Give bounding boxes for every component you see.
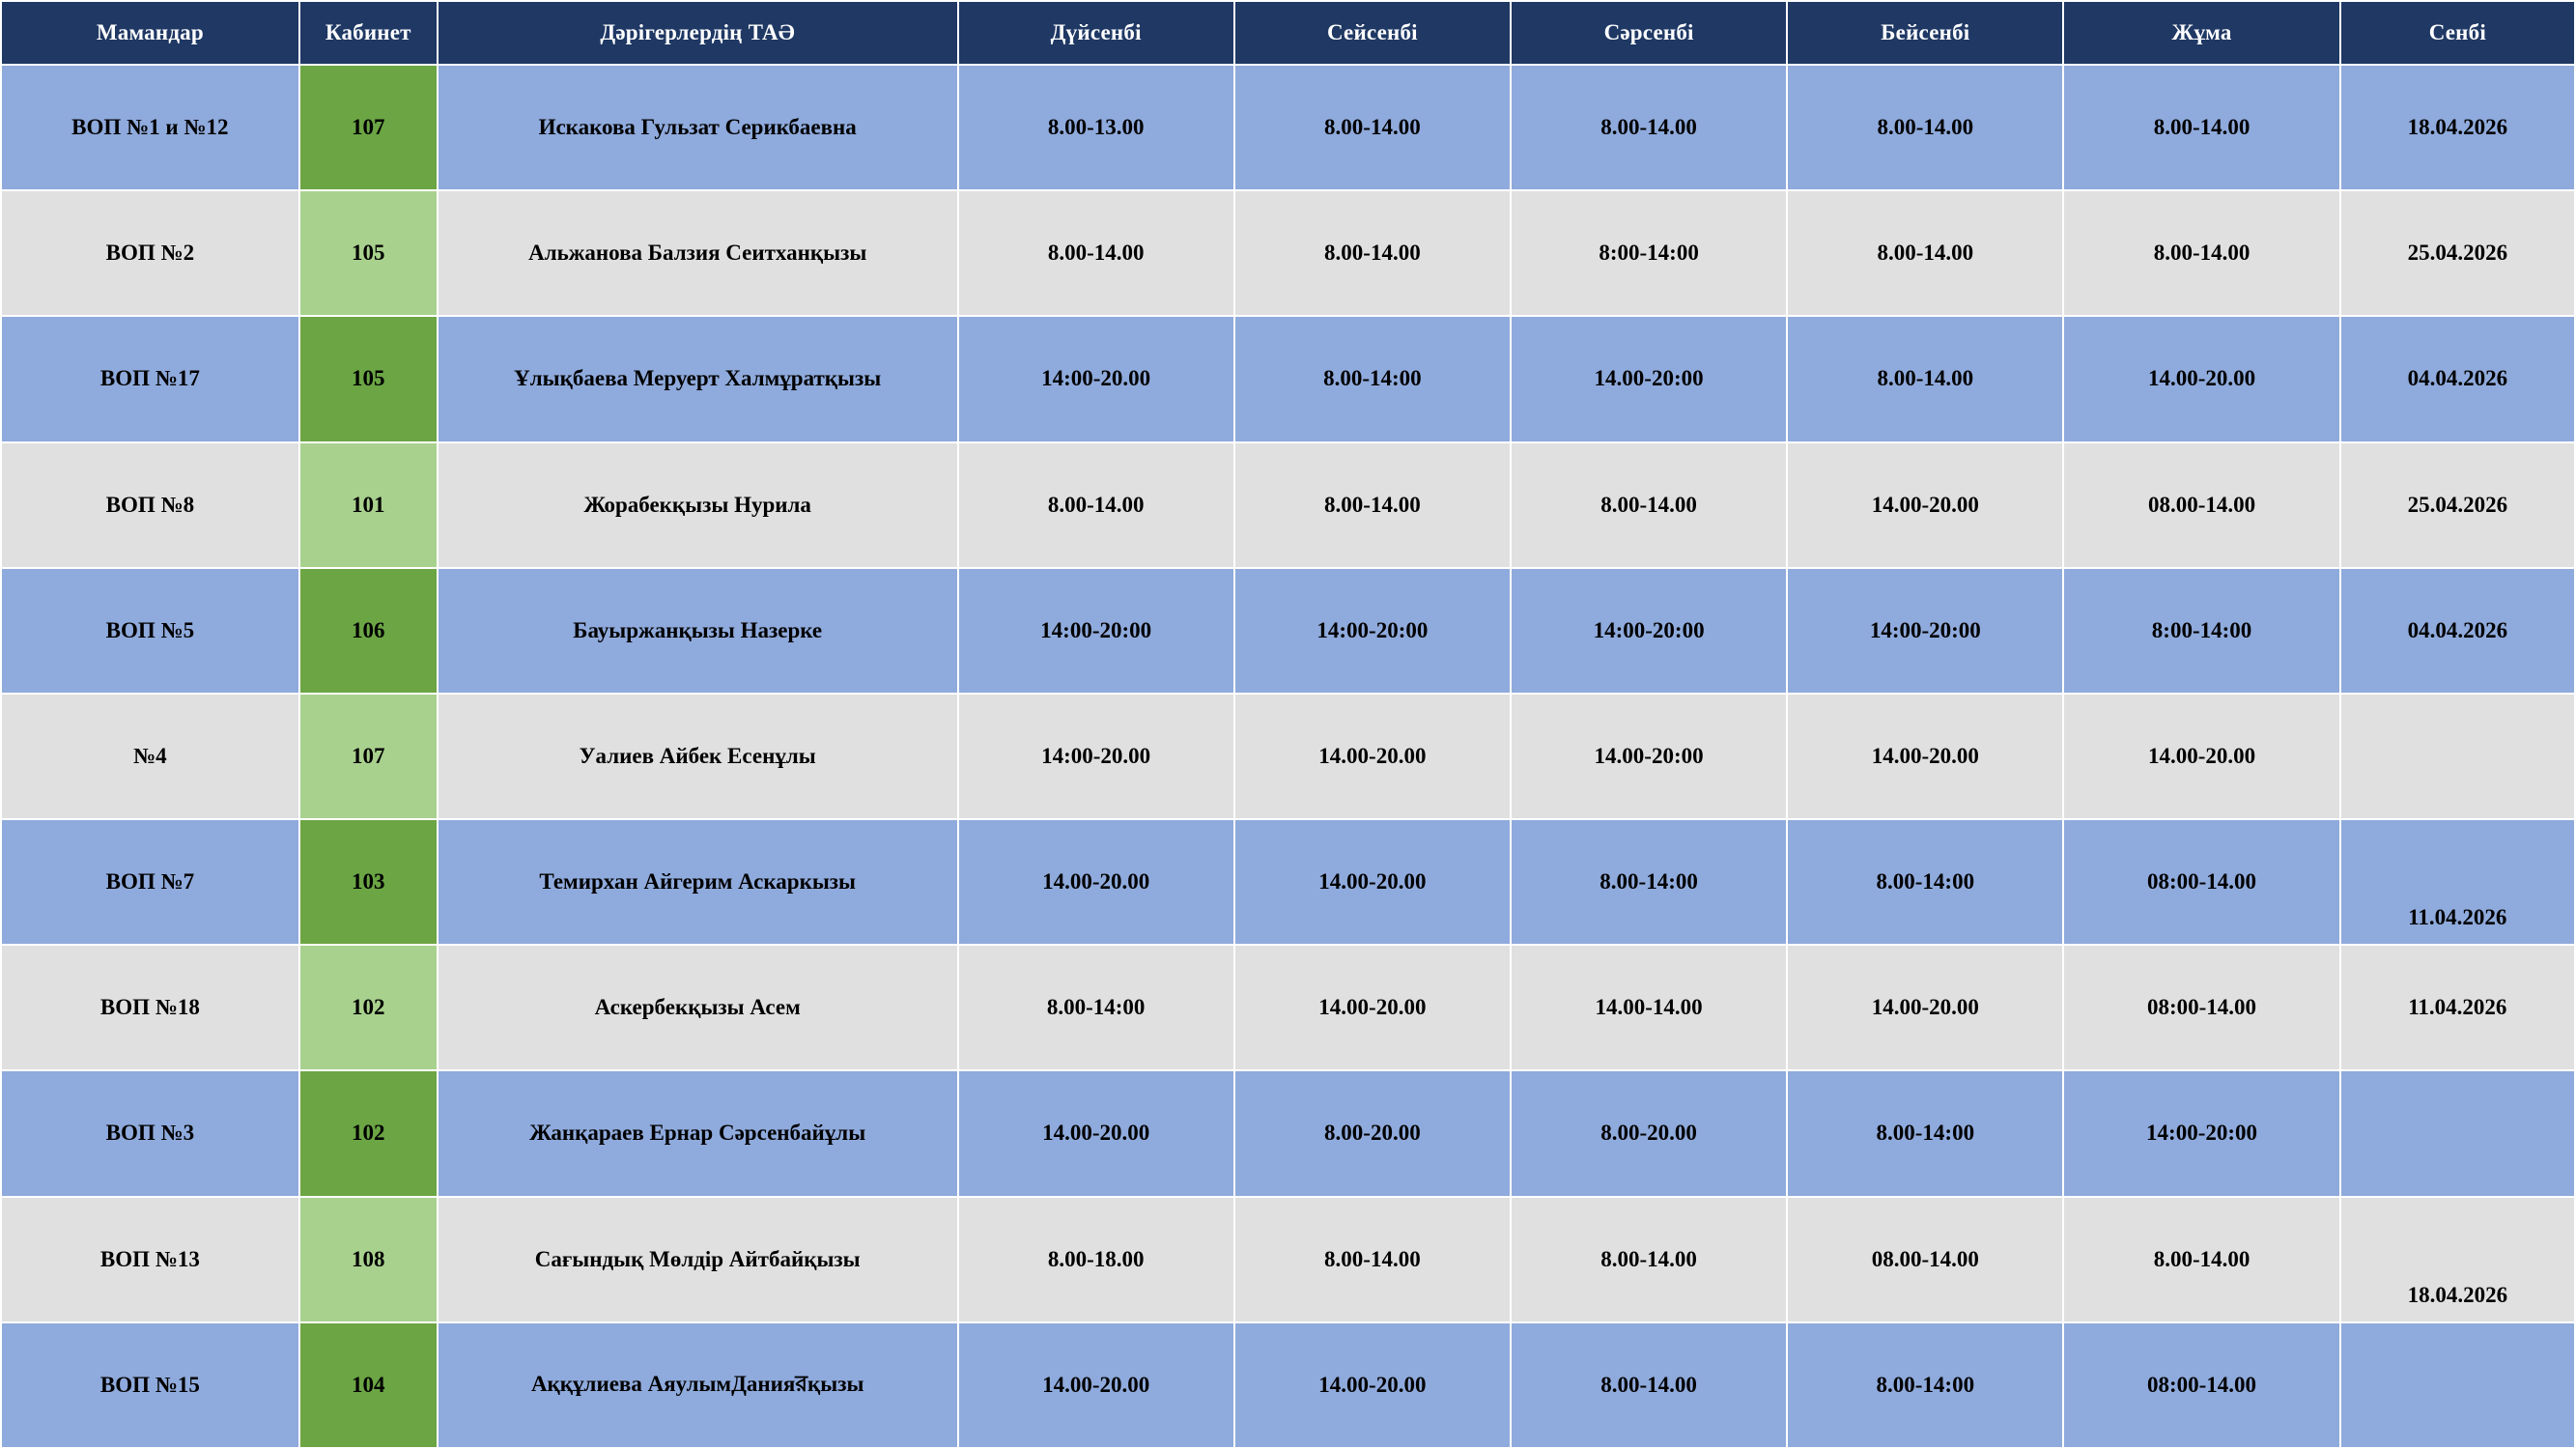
cell-specialist: ВОП №2 bbox=[1, 190, 299, 316]
cell-thursday-hours: 14:00-20:00 bbox=[1787, 568, 2063, 694]
table-row bbox=[1, 316, 2575, 441]
cell-friday-hours: 14:00-20:00 bbox=[2063, 1070, 2339, 1196]
column-header-wednesday: Сәрсенбі bbox=[1511, 1, 1787, 65]
cell-thursday-hours: 8.00-14.00 bbox=[1787, 316, 2063, 441]
cell-monday-hours: 8.00-14.00 bbox=[958, 190, 1234, 316]
table-header-row bbox=[1, 1, 2575, 65]
column-header-specialists: Мамандар bbox=[1, 1, 299, 65]
cell-tuesday-hours: 8.00-20.00 bbox=[1234, 1070, 1511, 1196]
cell-friday-hours: 08:00-14.00 bbox=[2063, 819, 2339, 945]
cell-saturday-date: 25.04.2026 bbox=[2340, 442, 2575, 568]
cell-friday-hours: 08.00-14.00 bbox=[2063, 442, 2339, 568]
cell-saturday-date: 04.04.2026 bbox=[2340, 568, 2575, 694]
cell-tuesday-hours: 14.00-20.00 bbox=[1234, 1322, 1511, 1448]
cell-thursday-hours: 8.00-14:00 bbox=[1787, 819, 2063, 945]
table-row bbox=[1, 65, 2575, 190]
cell-wednesday-hours: 8.00-14.00 bbox=[1511, 1322, 1787, 1448]
cell-specialist: ВОП №15 bbox=[1, 1322, 299, 1448]
cell-room: 105 bbox=[299, 316, 438, 441]
table-row bbox=[1, 190, 2575, 316]
cell-doctor-name: Аққұлиева АяулымДанияরқызы bbox=[438, 1322, 958, 1448]
cell-saturday-date: 18.04.2026 bbox=[2340, 65, 2575, 190]
cell-tuesday-hours: 8.00-14.00 bbox=[1234, 65, 1511, 190]
cell-specialist: ВОП №1 и №12 bbox=[1, 65, 299, 190]
table-body bbox=[1, 65, 2575, 1448]
cell-room: 107 bbox=[299, 694, 438, 819]
cell-monday-hours: 14.00-20.00 bbox=[958, 1070, 1234, 1196]
cell-monday-hours: 8.00-14:00 bbox=[958, 945, 1234, 1070]
column-header-tuesday: Сейсенбі bbox=[1234, 1, 1511, 65]
cell-monday-hours: 8.00-18.00 bbox=[958, 1197, 1234, 1322]
cell-monday-hours: 8.00-14.00 bbox=[958, 442, 1234, 568]
cell-thursday-hours: 8.00-14:00 bbox=[1787, 1070, 2063, 1196]
cell-doctor-name: Жорабекқызы Нурила bbox=[438, 442, 958, 568]
cell-room: 104 bbox=[299, 1322, 438, 1448]
cell-specialist: ВОП №3 bbox=[1, 1070, 299, 1196]
cell-thursday-hours: 8.00-14.00 bbox=[1787, 65, 2063, 190]
column-header-monday: Дүйсенбі bbox=[958, 1, 1234, 65]
cell-doctor-name: Аскербекқызы Асем bbox=[438, 945, 958, 1070]
cell-specialist: ВОП №18 bbox=[1, 945, 299, 1070]
cell-saturday-date: 11.04.2026 bbox=[2340, 819, 2575, 945]
cell-doctor-name: Бауыржанқызы Назерке bbox=[438, 568, 958, 694]
cell-room: 105 bbox=[299, 190, 438, 316]
cell-specialist: ВОП №8 bbox=[1, 442, 299, 568]
cell-tuesday-hours: 14:00-20:00 bbox=[1234, 568, 1511, 694]
cell-wednesday-hours: 8.00-20.00 bbox=[1511, 1070, 1787, 1196]
cell-thursday-hours: 8.00-14:00 bbox=[1787, 1322, 2063, 1448]
cell-friday-hours: 14.00-20.00 bbox=[2063, 694, 2339, 819]
cell-specialist: ВОП №13 bbox=[1, 1197, 299, 1322]
column-header-room: Кабинет bbox=[299, 1, 438, 65]
column-header-thursday: Бейсенбі bbox=[1787, 1, 2063, 65]
cell-wednesday-hours: 14:00-20:00 bbox=[1511, 568, 1787, 694]
cell-tuesday-hours: 8.00-14.00 bbox=[1234, 190, 1511, 316]
table-row bbox=[1, 819, 2575, 945]
cell-saturday-date: 04.04.2026 bbox=[2340, 316, 2575, 441]
cell-monday-hours: 14:00-20:00 bbox=[958, 568, 1234, 694]
cell-saturday-date bbox=[2340, 1070, 2575, 1196]
cell-saturday-date bbox=[2340, 694, 2575, 819]
table-row bbox=[1, 442, 2575, 568]
table-row bbox=[1, 694, 2575, 819]
cell-room: 108 bbox=[299, 1197, 438, 1322]
table-row bbox=[1, 1197, 2575, 1322]
cell-tuesday-hours: 8.00-14:00 bbox=[1234, 316, 1511, 441]
cell-doctor-name: Жанқараев Ернар Сәрсенбайұлы bbox=[438, 1070, 958, 1196]
cell-doctor-name: Альжанова Балзия Сеитханқызы bbox=[438, 190, 958, 316]
cell-wednesday-hours: 14.00-20:00 bbox=[1511, 694, 1787, 819]
cell-thursday-hours: 14.00-20.00 bbox=[1787, 442, 2063, 568]
cell-tuesday-hours: 8.00-14.00 bbox=[1234, 1197, 1511, 1322]
cell-doctor-name: Сағындық Мөлдір Айтбайқызы bbox=[438, 1197, 958, 1322]
cell-wednesday-hours: 8.00-14.00 bbox=[1511, 65, 1787, 190]
cell-tuesday-hours: 8.00-14.00 bbox=[1234, 442, 1511, 568]
cell-wednesday-hours: 8.00-14:00 bbox=[1511, 819, 1787, 945]
cell-doctor-name: Искакова Гульзат Серикбаевна bbox=[438, 65, 958, 190]
cell-monday-hours: 14.00-20.00 bbox=[958, 819, 1234, 945]
cell-tuesday-hours: 14.00-20.00 bbox=[1234, 694, 1511, 819]
cell-friday-hours: 08:00-14.00 bbox=[2063, 945, 2339, 1070]
table-row bbox=[1, 1322, 2575, 1448]
cell-friday-hours: 08:00-14.00 bbox=[2063, 1322, 2339, 1448]
column-header-friday: Жұма bbox=[2063, 1, 2339, 65]
cell-room: 102 bbox=[299, 945, 438, 1070]
cell-wednesday-hours: 8.00-14.00 bbox=[1511, 442, 1787, 568]
cell-monday-hours: 8.00-13.00 bbox=[958, 65, 1234, 190]
cell-wednesday-hours: 14.00-14.00 bbox=[1511, 945, 1787, 1070]
cell-monday-hours: 14.00-20.00 bbox=[958, 1322, 1234, 1448]
cell-wednesday-hours: 8.00-14.00 bbox=[1511, 1197, 1787, 1322]
cell-wednesday-hours: 14.00-20:00 bbox=[1511, 316, 1787, 441]
cell-wednesday-hours: 8:00-14:00 bbox=[1511, 190, 1787, 316]
cell-friday-hours: 8:00-14:00 bbox=[2063, 568, 2339, 694]
cell-room: 106 bbox=[299, 568, 438, 694]
cell-saturday-date: 25.04.2026 bbox=[2340, 190, 2575, 316]
cell-specialist: №4 bbox=[1, 694, 299, 819]
cell-thursday-hours: 14.00-20.00 bbox=[1787, 694, 2063, 819]
cell-tuesday-hours: 14.00-20.00 bbox=[1234, 945, 1511, 1070]
cell-friday-hours: 8.00-14.00 bbox=[2063, 65, 2339, 190]
cell-thursday-hours: 08.00-14.00 bbox=[1787, 1197, 2063, 1322]
cell-monday-hours: 14:00-20.00 bbox=[958, 316, 1234, 441]
cell-doctor-name: Уалиев Айбек Есенұлы bbox=[438, 694, 958, 819]
table-row bbox=[1, 945, 2575, 1070]
cell-saturday-date: 11.04.2026 bbox=[2340, 945, 2575, 1070]
cell-specialist: ВОП №17 bbox=[1, 316, 299, 441]
cell-tuesday-hours: 14.00-20.00 bbox=[1234, 819, 1511, 945]
cell-monday-hours: 14:00-20.00 bbox=[958, 694, 1234, 819]
cell-friday-hours: 8.00-14.00 bbox=[2063, 1197, 2339, 1322]
cell-room: 103 bbox=[299, 819, 438, 945]
cell-specialist: ВОП №7 bbox=[1, 819, 299, 945]
cell-thursday-hours: 8.00-14.00 bbox=[1787, 190, 2063, 316]
cell-friday-hours: 14.00-20.00 bbox=[2063, 316, 2339, 441]
column-header-saturday: Сенбі bbox=[2340, 1, 2575, 65]
cell-room: 107 bbox=[299, 65, 438, 190]
cell-doctor-name: Темирхан Айгерим Аскаркызы bbox=[438, 819, 958, 945]
cell-thursday-hours: 14.00-20.00 bbox=[1787, 945, 2063, 1070]
cell-saturday-date bbox=[2340, 1322, 2575, 1448]
cell-friday-hours: 8.00-14.00 bbox=[2063, 190, 2339, 316]
cell-specialist: ВОП №5 bbox=[1, 568, 299, 694]
cell-saturday-date: 18.04.2026 bbox=[2340, 1197, 2575, 1322]
table-row bbox=[1, 568, 2575, 694]
column-header-doctor-name: Дәрігерлердің ТАӘ bbox=[438, 1, 958, 65]
cell-doctor-name: Ұлықбаева Меруерт Халмұратқызы bbox=[438, 316, 958, 441]
cell-room: 102 bbox=[299, 1070, 438, 1196]
table-row bbox=[1, 1070, 2575, 1196]
cell-room: 101 bbox=[299, 442, 438, 568]
